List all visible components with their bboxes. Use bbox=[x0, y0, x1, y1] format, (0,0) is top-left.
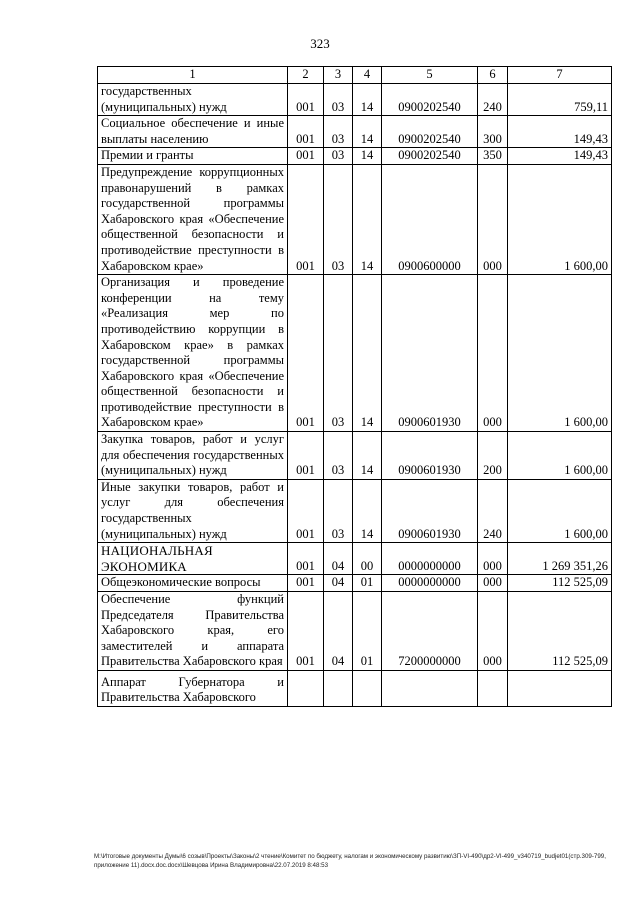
header-col-2: 2 bbox=[288, 67, 324, 84]
row-target: 0000000000 bbox=[382, 543, 478, 575]
header-row bbox=[98, 67, 612, 84]
header-col-7: 7 bbox=[508, 67, 612, 84]
row-name: НАЦИОНАЛЬНАЯ ЭКОНОМИКА bbox=[98, 543, 288, 575]
row-type: 240 bbox=[478, 479, 508, 542]
row-code: 001 bbox=[288, 592, 324, 671]
row-code: 001 bbox=[288, 116, 324, 148]
row-target: 0900601930 bbox=[382, 275, 478, 432]
row-subsection: 14 bbox=[353, 432, 382, 480]
row-amount: 1 600,00 bbox=[508, 479, 612, 542]
row-type: 000 bbox=[478, 575, 508, 592]
row-section bbox=[324, 670, 353, 706]
row-code: 001 bbox=[288, 543, 324, 575]
row-subsection: 14 bbox=[353, 84, 382, 116]
row-name: Аппарат Губернатора и Правительства Хабаровского bbox=[98, 670, 288, 706]
row-subsection: 14 bbox=[353, 164, 382, 274]
row-name: Социальное обеспечение и иные выплаты населению bbox=[98, 116, 288, 148]
row-code: 001 bbox=[288, 479, 324, 542]
header-col-1: 1 bbox=[98, 67, 288, 84]
row-code: 001 bbox=[288, 575, 324, 592]
row-section: 03 bbox=[324, 84, 353, 116]
table-row bbox=[98, 116, 612, 148]
row-section: 04 bbox=[324, 592, 353, 671]
row-section: 03 bbox=[324, 432, 353, 480]
row-target: 0900600000 bbox=[382, 164, 478, 274]
table-row bbox=[98, 148, 612, 165]
row-section: 03 bbox=[324, 148, 353, 165]
header-col-3: 3 bbox=[324, 67, 353, 84]
row-amount: 1 600,00 bbox=[508, 432, 612, 480]
row-target: 0900601930 bbox=[382, 479, 478, 542]
row-section: 03 bbox=[324, 479, 353, 542]
row-target: 0900202540 bbox=[382, 148, 478, 165]
row-subsection: 14 bbox=[353, 275, 382, 432]
row-subsection: 01 bbox=[353, 592, 382, 671]
table-row bbox=[98, 164, 612, 274]
row-target: 0000000000 bbox=[382, 575, 478, 592]
header-col-6: 6 bbox=[478, 67, 508, 84]
row-type: 240 bbox=[478, 84, 508, 116]
row-code bbox=[288, 670, 324, 706]
row-type: 000 bbox=[478, 164, 508, 274]
table-row bbox=[98, 479, 612, 542]
row-type: 300 bbox=[478, 116, 508, 148]
table-row bbox=[98, 575, 612, 592]
row-code: 001 bbox=[288, 148, 324, 165]
header-col-5: 5 bbox=[382, 67, 478, 84]
table-row bbox=[98, 592, 612, 671]
row-name: государственных (муниципальных) нужд bbox=[98, 84, 288, 116]
page-number: 323 bbox=[310, 36, 330, 51]
row-amount: 1 269 351,26 bbox=[508, 543, 612, 575]
row-code: 001 bbox=[288, 432, 324, 480]
row-section: 03 bbox=[324, 275, 353, 432]
row-section: 04 bbox=[324, 543, 353, 575]
row-section: 03 bbox=[324, 164, 353, 274]
row-subsection bbox=[353, 670, 382, 706]
row-type bbox=[478, 670, 508, 706]
row-subsection: 14 bbox=[353, 116, 382, 148]
row-target: 0900202540 bbox=[382, 84, 478, 116]
row-type: 000 bbox=[478, 275, 508, 432]
row-amount: 1 600,00 bbox=[508, 164, 612, 274]
budget-table bbox=[97, 66, 612, 707]
row-subsection: 14 bbox=[353, 148, 382, 165]
row-target bbox=[382, 670, 478, 706]
row-type: 350 bbox=[478, 148, 508, 165]
row-target: 0900601930 bbox=[382, 432, 478, 480]
row-section: 04 bbox=[324, 575, 353, 592]
row-section: 03 bbox=[324, 116, 353, 148]
table-row bbox=[98, 670, 612, 706]
row-amount bbox=[508, 670, 612, 706]
row-code: 001 bbox=[288, 84, 324, 116]
row-type: 000 bbox=[478, 592, 508, 671]
row-target: 0900202540 bbox=[382, 116, 478, 148]
row-subsection: 00 bbox=[353, 543, 382, 575]
row-amount: 112 525,09 bbox=[508, 592, 612, 671]
row-name: Предупреждение коррупционных правонарушений в рамках государственной программы Хабаровского края «Обеспечение общественной безопасности и противодействие преступности в Хабаровском крае» bbox=[98, 164, 288, 274]
row-subsection: 01 bbox=[353, 575, 382, 592]
row-code: 001 bbox=[288, 275, 324, 432]
row-amount: 149,43 bbox=[508, 148, 612, 165]
row-name: Иные закупки товаров, работ и услуг для обеспечения государственных (муниципальных) нужд bbox=[98, 479, 288, 542]
row-type: 200 bbox=[478, 432, 508, 480]
document-path-footer: M:\Итоговые документы Думы\6 созыв\Проекты\Законы\2 чтение\Комитет по бюджету, налогам и экономическому развитию\ЗП-VI-490\др2-VI-499_v340719_budjet01(стр.309-799, приложение 11).docx.doc.docx\Шевцова Ирина Владимировна\22.07.2019 8:48:53 bbox=[94, 853, 606, 869]
row-target: 7200000000 bbox=[382, 592, 478, 671]
table-row bbox=[98, 84, 612, 116]
row-amount: 759,11 bbox=[508, 84, 612, 116]
header-col-4: 4 bbox=[353, 67, 382, 84]
row-name: Премии и гранты bbox=[98, 148, 288, 165]
row-code: 001 bbox=[288, 164, 324, 274]
row-name: Обеспечение функций Председателя Правительства Хабаровского края, его заместителей и аппарата Правительства Хабаровского края bbox=[98, 592, 288, 671]
row-type: 000 bbox=[478, 543, 508, 575]
row-amount: 112 525,09 bbox=[508, 575, 612, 592]
row-name: Общеэкономические вопросы bbox=[98, 575, 288, 592]
row-amount: 149,43 bbox=[508, 116, 612, 148]
table-row bbox=[98, 432, 612, 480]
row-name: Закупка товаров, работ и услуг для обеспечения государственных (муниципальных) нужд bbox=[98, 432, 288, 480]
row-amount: 1 600,00 bbox=[508, 275, 612, 432]
table-row bbox=[98, 275, 612, 432]
row-name: Организация и проведение конференции на тему «Реализация мер по противодействию коррупции в Хабаровском крае» в рамках государственной программы Хабаровского края «Обеспечение общественной безопасности и противодействие преступности в Хабаровском крае» bbox=[98, 275, 288, 432]
row-subsection: 14 bbox=[353, 479, 382, 542]
table-row bbox=[98, 543, 612, 575]
